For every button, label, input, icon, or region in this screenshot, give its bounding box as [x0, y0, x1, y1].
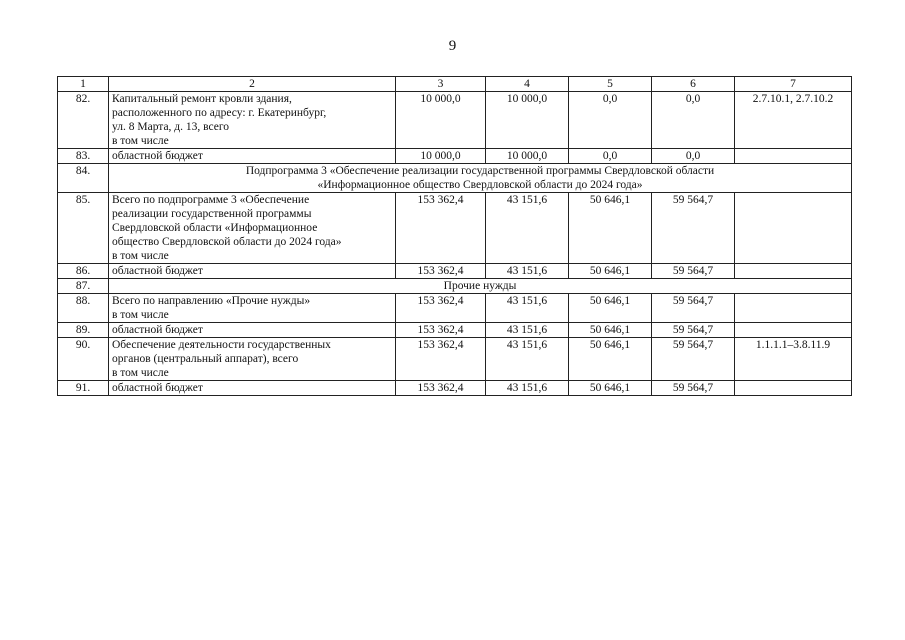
amount-cell-v3: 153 362,4	[396, 338, 486, 381]
row-name-line: областной бюджет	[112, 324, 203, 336]
target-code-cell: 1.1.1.1–3.8.11.9	[735, 338, 852, 381]
amount-cell-v3: 10 000,0	[396, 92, 486, 149]
table-row	[58, 92, 852, 149]
column-header: 7	[735, 77, 852, 92]
budget-table	[57, 76, 852, 396]
amount-cell-v5: 50 646,1	[569, 264, 652, 279]
row-number: 87.	[58, 279, 109, 294]
row-name	[109, 149, 396, 164]
amount-cell-v3: 153 362,4	[396, 381, 486, 396]
row-number: 85.	[58, 193, 109, 264]
row-name-line: ул. 8 Марта, д. 13, всего	[112, 121, 230, 133]
amount-cell-v4: 10 000,0	[486, 149, 569, 164]
section-title	[109, 279, 852, 294]
amount-cell-v3: 153 362,4	[396, 193, 486, 264]
target-code-cell	[735, 323, 852, 338]
row-name	[109, 264, 396, 279]
row-number: 91.	[58, 381, 109, 396]
amount-cell-v6: 59 564,7	[652, 323, 735, 338]
amount-cell-v5: 50 646,1	[569, 338, 652, 381]
row-name	[109, 294, 396, 323]
amount-cell-v3: 153 362,4	[396, 264, 486, 279]
row-number: 90.	[58, 338, 109, 381]
amount-cell-v4: 43 151,6	[486, 294, 569, 323]
section-title-line: Подпрограмма 3 «Обеспечение реализации государственной программы Свердловской области	[245, 165, 715, 177]
amount-cell-v5: 50 646,1	[569, 294, 652, 323]
amount-cell-v4: 43 151,6	[486, 264, 569, 279]
amount-cell-v4: 43 151,6	[486, 338, 569, 381]
table-row	[58, 193, 852, 264]
section-row	[58, 164, 852, 193]
row-number: 86.	[58, 264, 109, 279]
amount-cell-v6: 59 564,7	[652, 338, 735, 381]
column-header: 3	[396, 77, 486, 92]
amount-cell-v4: 43 151,6	[486, 193, 569, 264]
row-name	[109, 193, 396, 264]
table-row	[58, 149, 852, 164]
amount-cell-v6: 59 564,7	[652, 381, 735, 396]
amount-cell-v5: 50 646,1	[569, 381, 652, 396]
row-number: 83.	[58, 149, 109, 164]
target-code-cell: 2.7.10.1, 2.7.10.2	[735, 92, 852, 149]
target-code-cell	[735, 381, 852, 396]
row-name-line: расположенного по адресу: г. Екатеринбург,	[112, 107, 327, 119]
amount-cell-v6: 59 564,7	[652, 264, 735, 279]
amount-cell-v6: 59 564,7	[652, 193, 735, 264]
amount-cell-v5: 50 646,1	[569, 323, 652, 338]
row-name-line: областной бюджет	[112, 265, 203, 277]
target-code-cell	[735, 264, 852, 279]
target-code-cell	[735, 193, 852, 264]
row-name-line: Капитальный ремонт кровли здания,	[112, 93, 292, 105]
column-header: 4	[486, 77, 569, 92]
row-name-line: Всего по подпрограмме 3 «Обеспечение	[112, 194, 310, 206]
column-number-row	[58, 77, 852, 92]
amount-cell-v5: 0,0	[569, 149, 652, 164]
section-title	[109, 164, 852, 193]
section-row	[58, 279, 852, 294]
table-row	[58, 294, 852, 323]
table-row	[58, 338, 852, 381]
row-name-line: Обеспечение деятельности государственных	[112, 339, 331, 351]
row-name-line: областной бюджет	[112, 150, 203, 162]
row-name-line: в том числе	[112, 309, 169, 321]
amount-cell-v3: 153 362,4	[396, 323, 486, 338]
row-name	[109, 381, 396, 396]
column-header: 2	[109, 77, 396, 92]
row-number: 88.	[58, 294, 109, 323]
row-name-line: в том числе	[112, 250, 169, 262]
row-name-line: областной бюджет	[112, 382, 203, 394]
column-header: 6	[652, 77, 735, 92]
table-row	[58, 323, 852, 338]
column-header: 5	[569, 77, 652, 92]
row-name	[109, 92, 396, 149]
table-row	[58, 264, 852, 279]
amount-cell-v5: 50 646,1	[569, 193, 652, 264]
amount-cell-v6: 59 564,7	[652, 294, 735, 323]
row-name-line: Всего по направлению «Прочие нужды»	[112, 295, 311, 307]
target-code-cell	[735, 149, 852, 164]
section-title-line: Прочие нужды	[443, 280, 517, 292]
column-header: 1	[58, 77, 109, 92]
row-name	[109, 338, 396, 381]
amount-cell-v3: 10 000,0	[396, 149, 486, 164]
amount-cell-v6: 0,0	[652, 149, 735, 164]
table-row	[58, 381, 852, 396]
table-body	[58, 77, 852, 396]
amount-cell-v4: 43 151,6	[486, 381, 569, 396]
row-name-line: Свердловской области «Информационное	[112, 222, 318, 234]
row-number: 82.	[58, 92, 109, 149]
row-name-line: общество Свердловской области до 2024 года»	[112, 236, 342, 248]
amount-cell-v4: 43 151,6	[486, 323, 569, 338]
page-number: 9	[448, 38, 457, 54]
row-name-line: в том числе	[112, 367, 169, 379]
amount-cell-v4: 10 000,0	[486, 92, 569, 149]
amount-cell-v3: 153 362,4	[396, 294, 486, 323]
target-code-cell	[735, 294, 852, 323]
row-number: 89.	[58, 323, 109, 338]
amount-cell-v5: 0,0	[569, 92, 652, 149]
row-name	[109, 323, 396, 338]
row-number: 84.	[58, 164, 109, 193]
amount-cell-v6: 0,0	[652, 92, 735, 149]
row-name-line: органов (центральный аппарат), всего	[112, 353, 299, 365]
row-name-line: в том числе	[112, 135, 169, 147]
row-name-line: реализации государственной программы	[112, 208, 312, 220]
section-title-line: «Информационное общество Свердловской области до 2024 года»	[317, 179, 643, 191]
